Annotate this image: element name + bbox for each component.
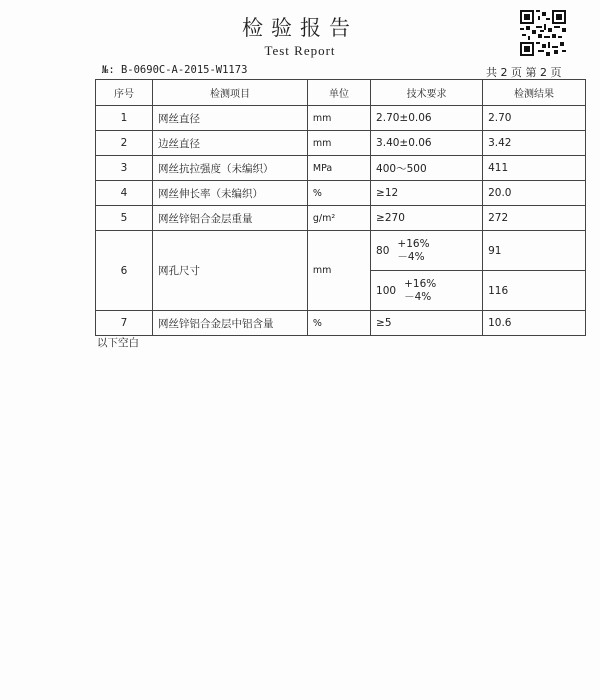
tolerance-minus: －4% [397,250,425,263]
test-results-table [95,79,586,336]
row-no: 3 [96,156,153,181]
row-result: 20.0 [483,181,586,206]
row-no: 2 [96,131,153,156]
row-unit: % [307,181,370,206]
row-item: 网丝锌铝合金层重量 [153,206,308,231]
row-no: 1 [96,106,153,131]
row-item: 网丝锌铝合金层中铝含量 [153,311,308,336]
row-requirement: 3.40±0.06 [371,131,483,156]
row-requirement: 2.70±0.06 [371,106,483,131]
page-indicator: 共 2 页 第 2 页 [486,66,562,79]
row-requirement-tolerance [371,231,483,271]
row-result: 116 [483,271,586,311]
row-unit: mm [307,131,370,156]
row-no: 5 [96,206,153,231]
title-cn: 检验报告 [242,16,358,40]
row-requirement: ≥270 [371,206,483,231]
qr-code-icon [520,10,566,56]
row-unit: mm [307,106,370,131]
row-no: 6 [96,231,153,311]
col-header-result: 检测结果 [483,80,586,106]
row-result: 91 [483,231,586,271]
row-result: 2.70 [483,106,586,131]
table-row [96,206,586,231]
tolerance-base: 80 [376,244,390,257]
tolerance-plus: +16% [404,277,437,290]
row-requirement: ≥12 [371,181,483,206]
table-row [96,156,586,181]
row-item: 边丝直径 [153,131,308,156]
col-header-unit: 单位 [307,80,370,106]
row-item: 网孔尺寸 [153,231,308,311]
row-item: 网丝直径 [153,106,308,131]
tolerance-minus: －4% [404,290,432,303]
row-unit: % [307,311,370,336]
row-no: 4 [96,181,153,206]
row-result: 3.42 [483,131,586,156]
row-item: 网丝伸长率（未编织） [153,181,308,206]
tolerance-base: 100 [376,284,397,297]
table-row [96,181,586,206]
row-unit: g/m² [307,206,370,231]
row-result: 411 [483,156,586,181]
row-unit: MPa [307,156,370,181]
table-header-row [96,80,586,106]
row-requirement: ≥5 [371,311,483,336]
row-requirement: 400～500 [371,156,483,181]
row-item: 网丝抗拉强度（未编织） [153,156,308,181]
table-row [96,311,586,336]
report-number: №: B-0690C-A-2015-W1173 [102,64,248,76]
tolerance-plus: +16% [397,237,430,250]
table-row-mesh [96,231,586,271]
col-header-requirement: 技术要求 [371,80,483,106]
title-en: Test Report [264,43,336,58]
col-header-item: 检测项目 [153,80,308,106]
row-result: 10.6 [483,311,586,336]
blank-below-note: 以下空白 [97,337,139,349]
row-requirement-tolerance [371,271,483,311]
row-no: 7 [96,311,153,336]
table-row [96,131,586,156]
row-unit: mm [307,231,370,311]
row-result: 272 [483,206,586,231]
table-row [96,106,586,131]
col-header-no: 序号 [96,80,153,106]
